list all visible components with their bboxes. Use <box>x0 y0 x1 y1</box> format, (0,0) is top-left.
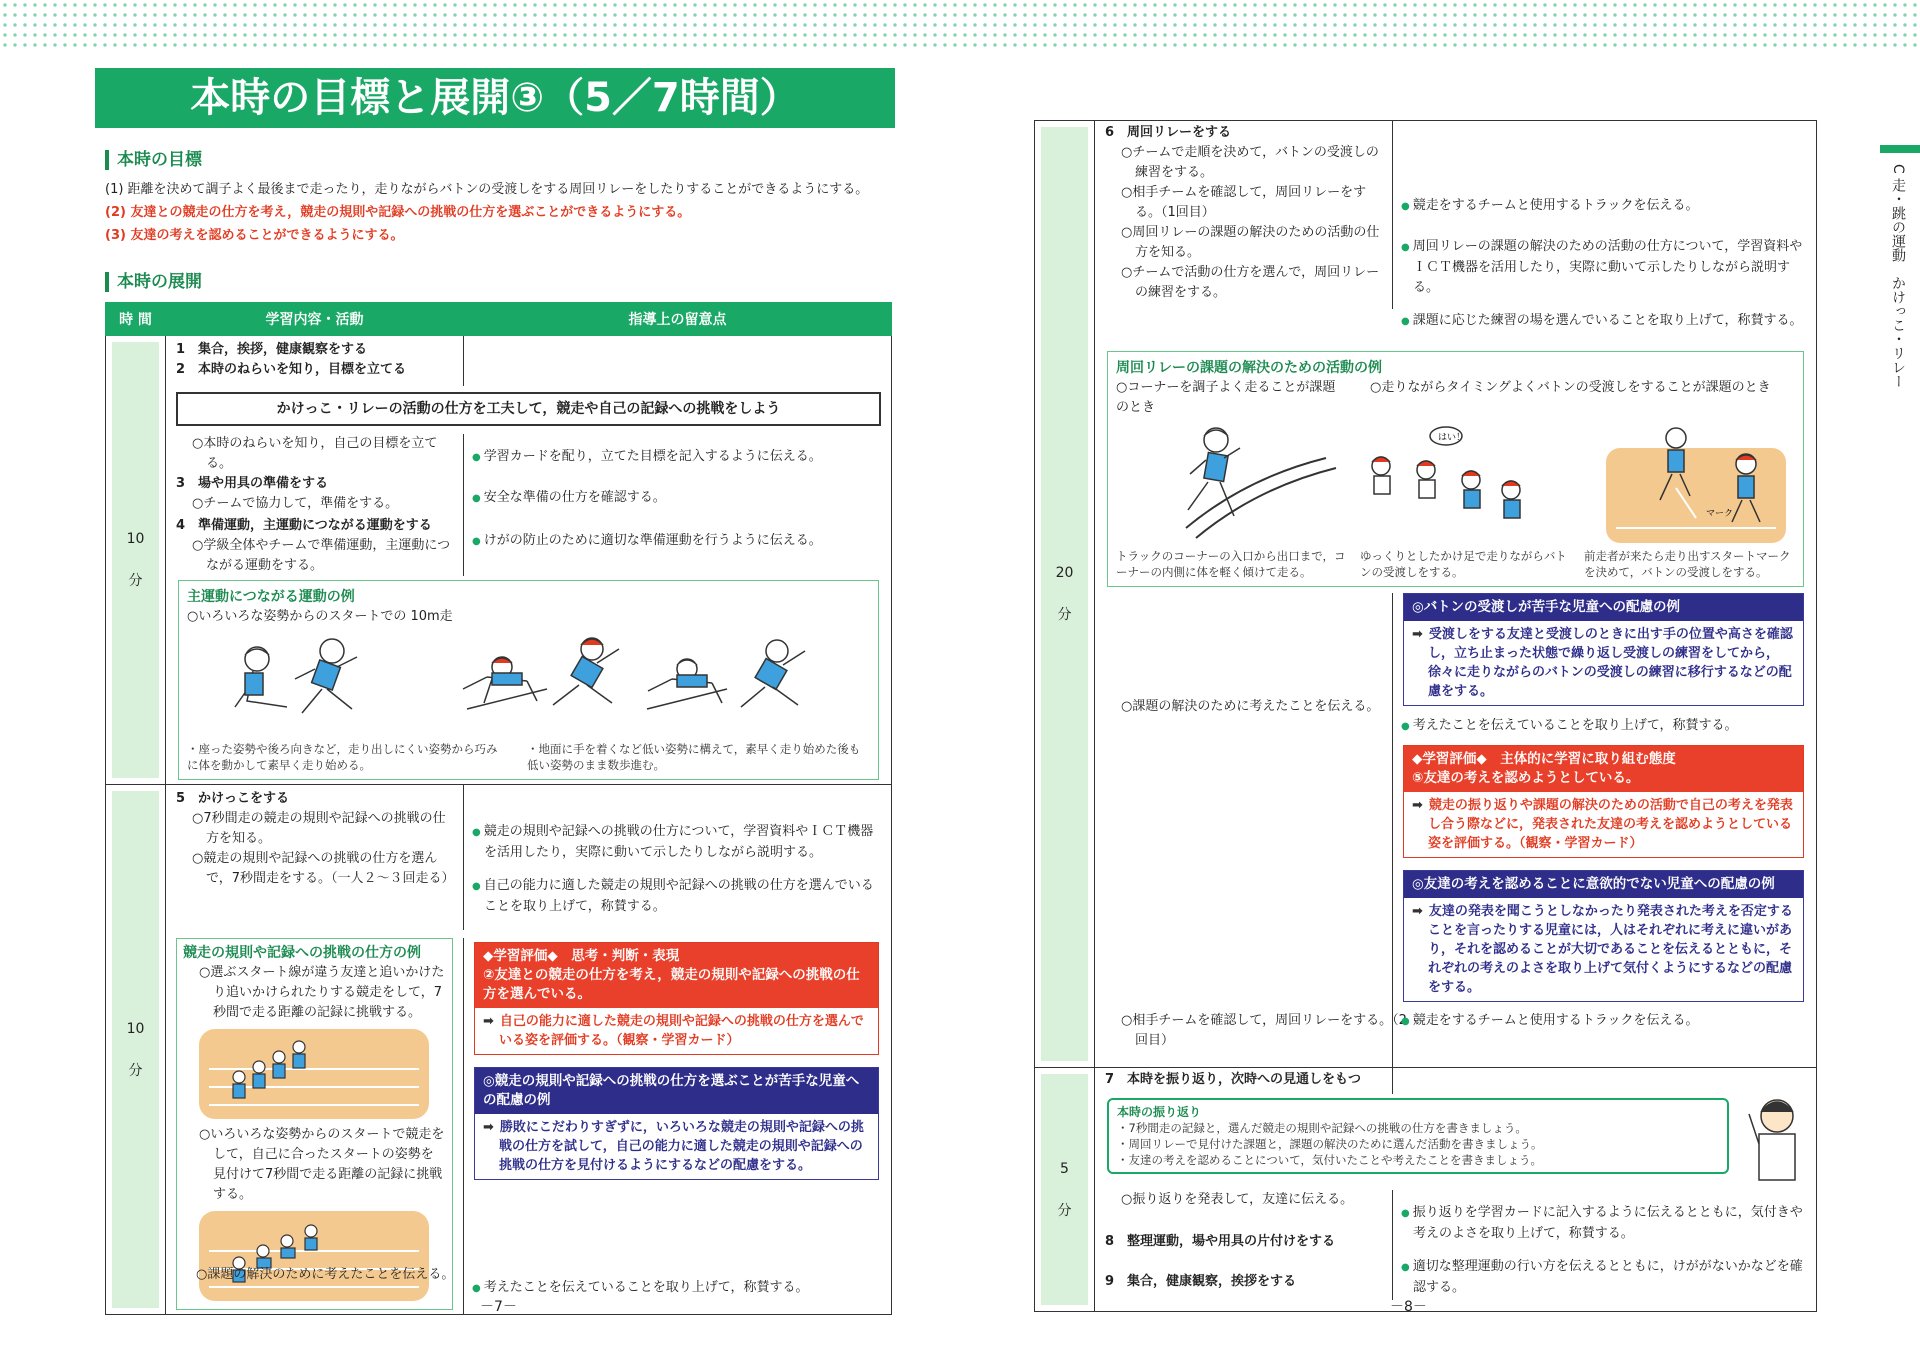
caption-b: ・地面に手を着くなど低い姿勢に構えて，素早く走り始めた後も低い姿勢のまま数歩進む。 <box>527 742 861 772</box>
arrow-icon: ➡ <box>1412 627 1423 642</box>
item-4: 4 準備運動，主運動につながる運動をする <box>176 518 432 533</box>
header-content: 学習内容・活動 <box>166 303 464 336</box>
item-2: 2 本時のねらいを知り，目標を立てる <box>176 362 407 377</box>
example-box-warmup <box>178 580 879 780</box>
time-unit: 分 <box>1057 607 1072 623</box>
evaluation-box-thinking <box>474 942 879 1055</box>
sub-6b: ○相手チームを確認して，周回リレーをする。（1回目） <box>1121 185 1367 220</box>
sub-5b: ○競走の規則や記録への挑戦の仕方を選んで，7秒間走をする。（一人２～３回走る） <box>192 851 455 886</box>
arrow-icon: ➡ <box>483 1120 494 1135</box>
time-cell-4 <box>1035 1068 1095 1312</box>
goals-heading: 本時の目標 <box>105 150 202 170</box>
care-box-race <box>474 1067 879 1180</box>
lesson-table-left <box>105 302 892 1315</box>
evaluation-box-attitude <box>1403 745 1804 858</box>
relay-illustration <box>1116 418 1796 548</box>
flow-heading: 本時の展開 <box>105 272 202 292</box>
care-box-opinion <box>1403 870 1804 1002</box>
example-2: ○いろいろな姿勢からのスタートで競走をして，自己に合ったスタートの姿勢を見付けて7秒間で走る距離の記録に挑戦する。 <box>199 1127 445 1202</box>
note-5b: ● 自己の能力に適した競走の規則や記録への挑戦の仕方を選んでいることを取り上げて，称賛する。 <box>470 876 885 917</box>
right-page <box>1030 0 1820 1358</box>
care-body: ➡ 勝敗にこだわりすぎずに，いろいろな競走の規則や記録への挑戦の仕方を試して，自己の能力に適した競走の規則や記録への挑戦の仕方を見付けるようにするなどの配慮をする。 <box>483 1120 864 1173</box>
starting-poses-illustration <box>187 627 867 737</box>
caption-a: ・座った姿勢や後ろ向きなど，走り出しにくい姿勢から巧みに体を動かして素早く走り始める。 <box>187 742 498 772</box>
evaluation-body: ➡ 自己の能力に適した競走の規則や記録への挑戦の仕方を選んでいる姿を評価する。（観察・学習カード） <box>483 1014 864 1048</box>
header-notes: 指導上の留意点 <box>464 303 892 336</box>
goal-2: (2) 友達との競走の仕方を考え，競走の規則や記録への挑戦の仕方を選ぶことができるようにする。 <box>105 205 691 220</box>
sub-6f: ○相手チームを確認して，周回リレーをする。（2回目） <box>1121 1013 1407 1048</box>
caption-3: 前走者が来たら走り出すスタートマークを決めて，バトンの受渡しをする。 <box>1584 549 1791 579</box>
example-box-relay <box>1107 351 1804 587</box>
side-tab-marker <box>1880 145 1920 153</box>
sub-last: ○課題の解決のために考えたことを伝える。 <box>196 1267 455 1282</box>
note-7: ● 振り返りを学習カードに記入するように伝えるとともに，気付きや考えのよさを取り上げて，称賛する。 <box>1399 1203 1810 1244</box>
mark-label: マーク <box>1706 509 1734 519</box>
header-time: 時 間 <box>106 303 166 336</box>
block4-content <box>1095 1068 1817 1312</box>
reflection-title: 本時の振り返り <box>1117 1105 1202 1119</box>
evaluation-body: ➡ 競走の振り返りや課題の解決のための活動で自己の考えを発表し合う際などに，発表された友達の考えを認めようとしている姿を評価する。（観察・学習カード） <box>1412 798 1793 851</box>
care-box-baton <box>1403 593 1804 706</box>
block2-content <box>166 785 892 1315</box>
item-1: 1 集合，挨拶，健康観察をする <box>176 342 368 357</box>
sub-6a: ○チームで走順を決めて，バトンの受渡しの練習をする。 <box>1121 145 1379 180</box>
goal-1: (1) 距離を決めて調子よく最後まで走ったり，走りながらバトンの受渡しをする周回リレーをしたりすることができるようにする。 <box>105 182 869 197</box>
reflection-2: ・周回リレーで見付けた課題と，課題の解決のために選んだ活動を書きましょう。 <box>1117 1137 1543 1151</box>
arrow-icon: ➡ <box>483 1014 494 1029</box>
example-title: 主運動につながる運動の例 <box>187 589 355 605</box>
lesson-table-right <box>1034 120 1817 1312</box>
sub-6d: ○チームで活動の仕方を選んで，周回リレーの練習をする。 <box>1121 265 1380 300</box>
caption-2: ゆっくりとしたかけ足で走りながらバトンの受渡しをする。 <box>1360 549 1567 579</box>
sub-6c: ○周回リレーの課題の解決のための活動の仕方を知る。 <box>1121 225 1380 260</box>
page-number: －8－ <box>1390 1299 1427 1315</box>
sub-6e: ○課題の解決のために考えたことを伝える。 <box>1121 699 1380 714</box>
goal-3: (3) 友達の考えを認めることができるようにする。 <box>105 228 404 243</box>
arrow-icon: ➡ <box>1412 904 1423 919</box>
shout-label: はい！ <box>1438 433 1466 443</box>
sub-5a: ○7秒間走の競走の規則や記録への挑戦の仕方を知る。 <box>192 811 446 846</box>
example-title: 周回リレーの課題の解決のための活動の例 <box>1116 360 1382 376</box>
page-title: 本時の目標と展開③（5／7時間） <box>95 68 895 128</box>
block1-content <box>166 336 892 785</box>
item-6: 6 周回リレーをする <box>1105 125 1232 140</box>
block3-content <box>1095 121 1817 1068</box>
note-4: ● けがの防止のために適切な準備運動を行うように伝える。 <box>470 531 885 552</box>
time-value: 10 <box>126 531 145 547</box>
sub-4: ○学級全体やチームで準備運動，主運動につながる運動をする。 <box>192 538 451 573</box>
race-illustration-1 <box>199 1029 429 1119</box>
time-value: 10 <box>126 1020 145 1037</box>
example-box-race <box>176 938 453 1310</box>
note-6c: ● 周回リレーの課題の解決のための活動の仕方について，学習資料やＩＣＴ機器を活用したり，実際に動いて示したりしながら説明する。 <box>1399 237 1810 298</box>
care-head: ◎友達の考えを認めることに意欲的でない児童への配慮の例 <box>1404 871 1803 898</box>
note-8: ● 適切な整理運動の行い方を伝えるとともに，けががないかなどを確認する。 <box>1399 1257 1810 1298</box>
example-b: ○走りながらタイミングよくバトンの受渡しをすることが課題のとき <box>1370 380 1771 395</box>
note-6b: ● 競走をするチームと使用するトラックを伝える。 <box>1399 196 1810 217</box>
evaluation-head: ◆学習評価◆ 思考・判断・表現 ②友達との競走の仕方を考え，競走の規則や記録への挑戦の仕方を選んでいる。 <box>475 943 878 1008</box>
item-9: 9 集合，健康観察，挨拶をする <box>1105 1274 1297 1289</box>
care-head: ◎競走の規則や記録への挑戦の仕方を選ぶことが苦手な児童への配慮の例 <box>475 1068 878 1114</box>
time-cell-3 <box>1035 121 1095 1068</box>
sub-3: ○チームで協力して，準備をする。 <box>192 496 399 511</box>
note-3: ● 安全な準備の仕方を確認する。 <box>470 488 885 509</box>
time-value: 20 <box>1055 565 1074 581</box>
item-7: 7 本時を振り返り，次時への見通しをもつ <box>1105 1072 1362 1087</box>
sub-1: ○本時のねらいを知り，自己の目標を立てる。 <box>192 436 438 471</box>
item-5: 5 かけっこをする <box>176 791 290 806</box>
note-5a: ● 競走の規則や記録への挑戦の仕方について，学習資料やＩＣＴ機器を活用したり，実際に動いて示したりしながら説明する。 <box>470 822 885 863</box>
example-1: ○選ぶスタート線が違う友達と追いかけたり追いかけられたりする競走をして，7秒間で走る距離の記録に挑戦する。 <box>199 965 445 1020</box>
note-6e: ● 考えたことを伝えていることを取り上げて，称賛する。 <box>1399 716 1810 737</box>
time-value: 5 <box>1060 1160 1069 1177</box>
teacher-illustration <box>1745 1094 1815 1186</box>
time-unit: 分 <box>128 573 143 589</box>
evaluation-head: ◆学習評価◆ 主体的に学習に取り組む態度 ⑤友達の考えを認めようとしている。 <box>1404 746 1803 792</box>
time-cell-1 <box>106 336 166 785</box>
side-label: C 走・跳の運動 かけっこ・リレー <box>1890 164 1906 389</box>
item-8: 8 整理運動，場や用具の片付けをする <box>1105 1234 1336 1249</box>
time-unit: 分 <box>1057 1202 1072 1219</box>
example-a: ○コーナーを調子よく走ることが課題のとき <box>1116 380 1336 415</box>
reflection-1: ・7秒間走の記録と，選んだ競走の規則や記録への挑戦の仕方を書きましょう。 <box>1117 1121 1527 1135</box>
item-3: 3 場や用具の準備をする <box>176 476 329 491</box>
reflection-bubble <box>1107 1098 1729 1174</box>
page-number: －7－ <box>480 1299 517 1315</box>
example-sub: ○いろいろな姿勢からのスタートでの 10m走 <box>187 609 453 624</box>
example-title: 競走の規則や記録への挑戦の仕方の例 <box>183 945 421 961</box>
note-1: ● 学習カードを配り，立てた目標を記入するように伝える。 <box>470 447 885 468</box>
note-last: ● 考えたことを伝えていることを取り上げて，称賛する。 <box>470 1278 885 1299</box>
time-cell-2 <box>106 785 166 1315</box>
care-body: ➡ 受渡しをする友達と受渡しのときに出す手の位置や高さを確認し，立ち止まった状態で繰り返し受渡しの練習をしてから，徐々に走りながらのバトンの受渡しの練習に移行するなどの配慮をする。 <box>1412 627 1793 699</box>
left-page <box>95 0 895 1358</box>
care-body: ➡ 友達の発表を聞こうとしなかったり発表された考えを否定することを言ったりする児童には，人はそれぞれに考えに違いがあり，それを認めることが大切であることを伝えるとともに，それぞれの考えのよさを取り上げて気付くようにするなどの配慮をする。 <box>1412 904 1793 995</box>
arrow-icon: ➡ <box>1412 798 1423 813</box>
note-6d: ● 課題に応じた練習の場を選んでいることを取り上げて，称賛する。 <box>1399 311 1810 332</box>
time-unit: 分 <box>128 1062 143 1079</box>
sub-7: ○振り返りを発表して，友達に伝える。 <box>1121 1192 1354 1207</box>
note-6f: ● 競走をするチームと使用するトラックを伝える。 <box>1399 1011 1810 1032</box>
reflection-3: ・友達の考えを認めることについて，気付いたことや考えたことを書きましょう。 <box>1117 1153 1543 1167</box>
care-head: ◎バトンの受渡しが苦手な児童への配慮の例 <box>1404 594 1803 621</box>
caption-1: トラックのコーナーの入口から出口まで，コーナーの内側に体を軽く傾けて走る。 <box>1116 549 1346 579</box>
lesson-aim-box: かけっこ・リレーの活動の仕方を工夫して，競走や自己の記録への挑戦をしよう <box>176 392 881 426</box>
